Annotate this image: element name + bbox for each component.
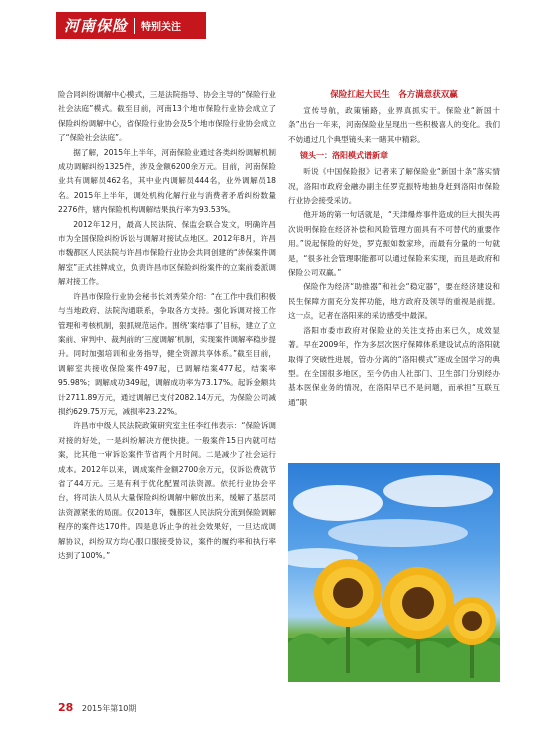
- section-label: 特别关注: [141, 22, 182, 33]
- header-divider: [134, 18, 135, 34]
- right-paragraph: 听说《中国保险报》记者来了解保险业“新国十条”落实情况，洛阳市政府金融办副主任罗克振特地抽身赶到洛阳市保险行业协会接受采访。: [288, 167, 500, 206]
- right-column: [288, 88, 500, 410]
- left-paragraph: 许昌市保险行业协会秘书长刘秀荣介绍：“在工作中我们积极与当地政府、法院沟通联系，争取各方支持。强化诉调对接工作管理和考核机制，狠抓规范运作。围绕‘案结事了’目标，建立了立案前、审判中、裁判前的‘三度调解’机制，实现案件调解率稳步提升。同时加强培训和业务指导，健全资源共享体系。”截至目前，调解室共接收保险案件497起，已调解结案477起，结案率95.98%；调解成功349起，调解成功率为73.17%。起诉金额共计2711.89万元，通过调解已支付2082.14万元，为保险公司减损约629.75万元，减损率23.22%。: [58, 291, 276, 416]
- right-paragraph: 洛阳市委市政府对保险业的关注支持由来已久，成效显著。早在2009年，作为多层次医疗保障体系建设试点的洛阳就取得了突破性进展，管办分离的“洛阳模式”逐成全国学习的典型。在全国很多地区，至今仍由人社部门、卫生部门分别经办基本医保业务的情况，在洛阳早已不是问题，而承担“互联互通”职: [288, 325, 500, 407]
- sunflower-photo: [288, 463, 500, 682]
- left-paragraph: 险合同纠纷调解中心模式，三是法院指导、协会主导的“保险行业社会法庭”模式。截至目前，河南13个地市保险行业协会成立了保险纠纷调解中心，省保险行业协会及5个地市保险行业协会成立了“保险社会法庭”。: [58, 90, 276, 143]
- brand-logo: 河南保险: [64, 17, 129, 35]
- article-section-title: 保险扛起大民生 各方满意获双赢: [330, 90, 458, 100]
- right-paragraph: 宣传导航，政策铺路，业界真抓实干。保险业“新国十条”出台一年来，河南保险业呈现出一些积极喜人的变化。我们不妨通过几个典型镜头来一睹其中精彩。: [288, 106, 500, 144]
- page-footer: [58, 701, 136, 714]
- magazine-header: [56, 12, 206, 39]
- page-number: 28: [58, 701, 74, 714]
- sunflower-middle: [382, 567, 454, 639]
- left-paragraph: 许昌市中级人民法院政策研究室主任李红伟表示：“保险诉调对接的好处，一是纠纷解决方便快捷。一般案件15日内就可结案，比其他一审诉讼案件节省两个月时间。二是减少了社会运行成本。2012年以来，调成案件金额2700余万元，仅诉讼费就节省了44万元。三是有利于优化配置司法资源。依托行业协会平台，将司法人员从大量保险纠纷调解中解放出来，缓解了基层司法资源紧张的局面。仅2013年，魏都区人民法院分流到保险调解程序的案件达170件。四是息诉止争的社会效果好，一旦达成调解协议，纠纷双方均心服口服接受协议，案件的履约率和执行率达到了100%。”: [58, 421, 276, 560]
- left-paragraph: 据了解，2015年上半年，河南保险业通过各类纠纷调解机制成功调解纠纷1325件，涉及金额6200余万元。目前，河南保险业共有调解员462名，其中业内调解员444名，业外调解员18名。2015年上半年，调处机构化解行业与消费者矛盾纠纷数量2276件，辖内保险机构调解结果执行率为93.53%。: [58, 147, 276, 215]
- left-paragraph: 2012年12月，最高人民法院、保监会联合发文，明确许昌市为全国保险纠纷诉讼与调解对接试点地区。2012年8月，许昌市魏都区人民法院与许昌市保险行业协会共同创建的“涉保案件调解室”正式挂牌成立，负责许昌市区保险纠纷案件的立案前委派调解对接工作。: [58, 219, 276, 287]
- sunflower-right: [448, 597, 496, 645]
- left-column: [58, 88, 276, 563]
- sunflower-illustration: [288, 463, 500, 682]
- issue-label: 2015年第10期: [81, 704, 137, 713]
- article-subtitle: 镜头一：洛阳模式谱新章: [300, 151, 388, 161]
- right-paragraph: 保险作为经济“助推器”和社会“稳定器”，要在经济建设和民生保障方面充分发挥功能，地方政府及领导的重视是前提。这一点，记者在洛阳来的采访感受中最深。: [288, 282, 500, 321]
- sunflower-left: [314, 559, 382, 627]
- right-paragraph: 他开场的第一句话就是，“天津爆炸事件造成的巨大损失再次说明保险在经济补偿和风险管理方面具有不可替代的重要作用。”说起保险的好处，罗克振如数家珍，而最有分量的一句就是，“很多社会管理职能都可以通过保险来实现，而且是政府和保险公司双赢。”: [288, 210, 500, 278]
